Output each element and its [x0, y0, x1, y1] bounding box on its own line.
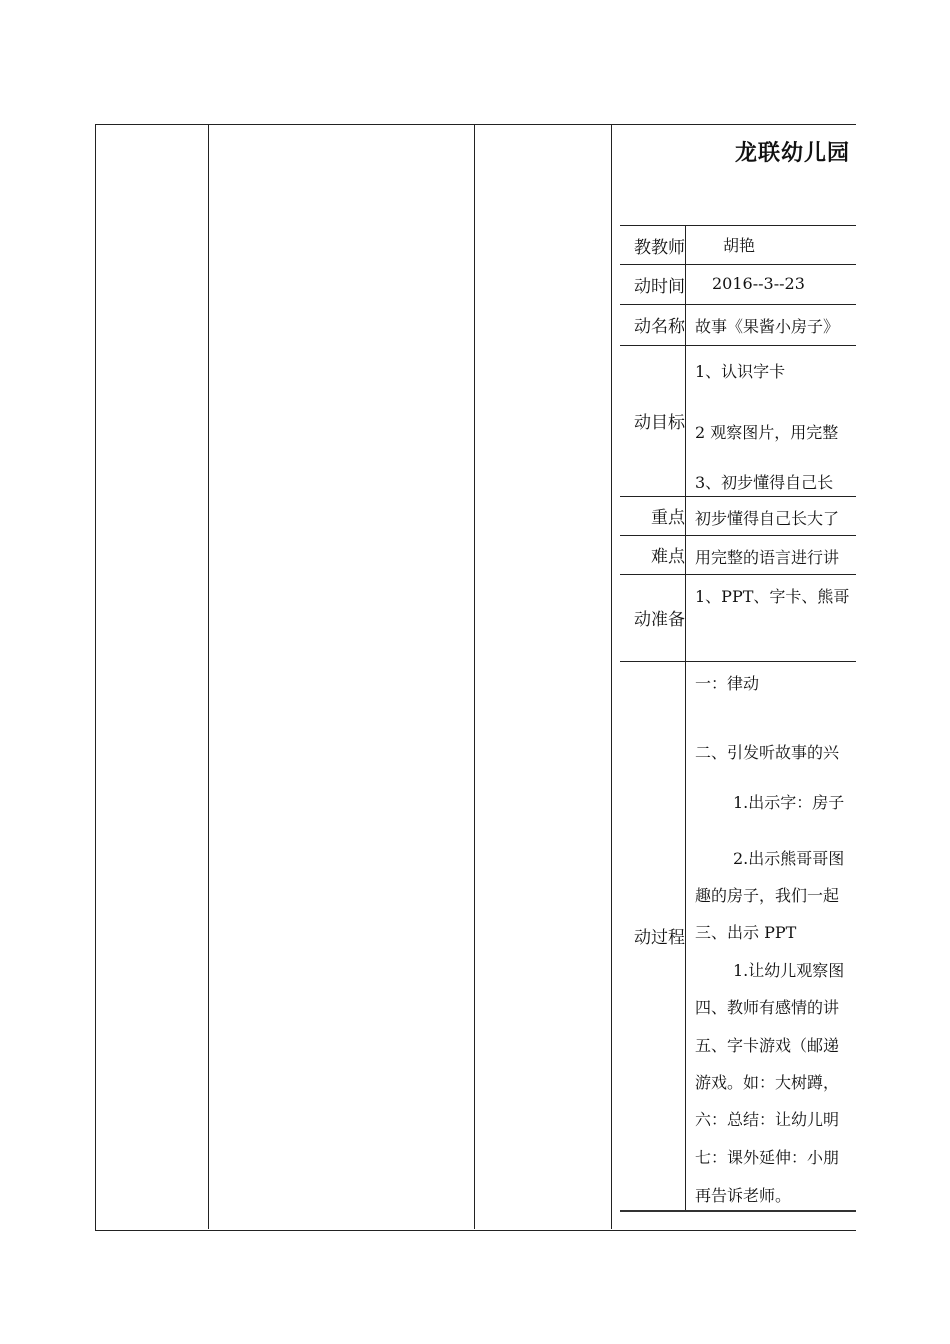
column-divider — [611, 124, 612, 1229]
process-line: 四、教师有感情的讲 — [695, 998, 840, 1017]
difficulty-value: 用完整的语言进行讲 — [695, 548, 840, 567]
process-line: 再告诉老师。 — [695, 1186, 792, 1205]
process-line: 趣的房子，我们一起 — [695, 886, 840, 905]
goal-line: 1、认识字卡 — [695, 362, 786, 381]
label-column-divider — [685, 225, 686, 1211]
process-line: 五、字卡游戏（邮递 — [695, 1036, 840, 1055]
document-title: 龙联幼儿园 — [735, 141, 851, 166]
goal-line: 3、初步懂得自己长 — [695, 473, 834, 492]
column-divider — [474, 124, 475, 1229]
key-point-label: 重点 — [651, 508, 685, 528]
process-line: 1.出示字：房子 — [733, 793, 845, 812]
lesson-plan-table — [613, 124, 856, 1229]
process-line: 2.出示熊哥哥图 — [733, 849, 845, 868]
row-divider — [620, 1210, 856, 1212]
preparation-label: 动准备 — [634, 610, 685, 630]
process-label: 动过程 — [634, 928, 685, 948]
preparation-value: 1、PPT、字卡、熊哥 — [695, 587, 850, 606]
key-point-value: 初步懂得自己长大了 — [695, 509, 840, 528]
process-line: 三、出示 PPT — [695, 923, 797, 942]
activity-name-label: 动名称 — [634, 317, 685, 337]
process-line: 七：课外延伸：小朋 — [695, 1148, 840, 1167]
column-divider — [208, 124, 209, 1229]
time-label: 动时间 — [634, 276, 685, 297]
process-line: 1.让幼儿观察图 — [733, 961, 845, 980]
teacher-value: 胡艳 — [723, 236, 756, 255]
goal-line: 2 观察图片，用完整 — [695, 423, 839, 442]
difficulty-label: 难点 — [651, 547, 685, 567]
process-line: 一：律动 — [695, 674, 760, 693]
teacher-label: 教教师 — [634, 237, 685, 258]
process-line: 六：总结：让幼儿明 — [695, 1110, 840, 1129]
activity-name-value: 故事《果酱小房子》 — [695, 317, 840, 336]
process-line: 二、引发听故事的兴 — [695, 743, 840, 762]
process-line: 游戏。如：大树蹲， — [695, 1073, 840, 1092]
goals-label: 动目标 — [634, 413, 685, 433]
time-value: 2016--3--23 — [712, 274, 805, 293]
